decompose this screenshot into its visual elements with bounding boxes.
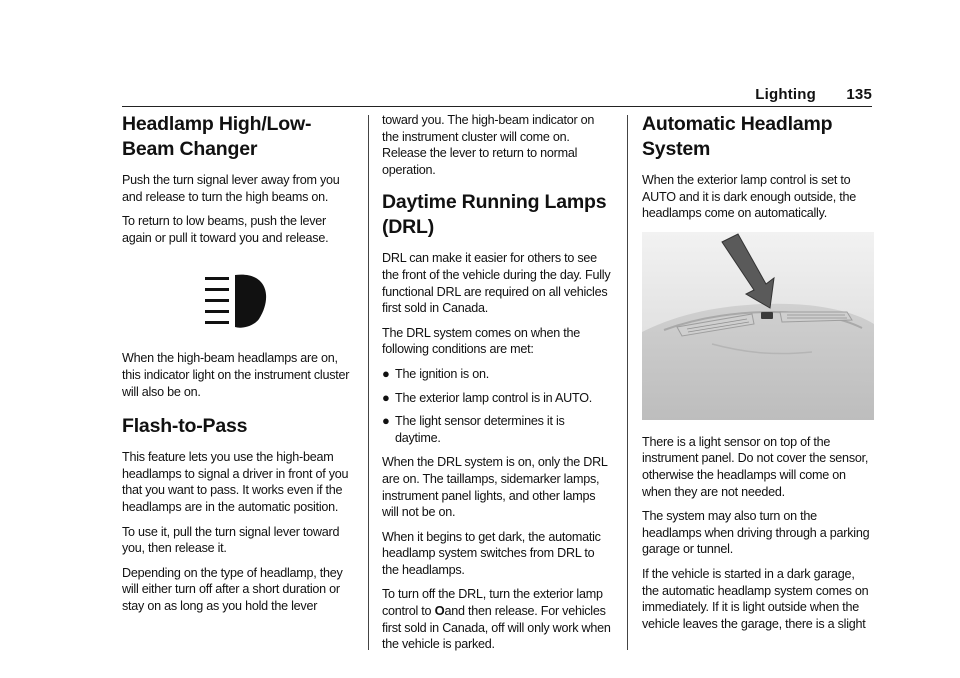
paragraph: To use it, pull the turn signal lever toward you, then release it.: [122, 524, 340, 556]
list-item: ● The light sensor determines it is daytime.: [382, 413, 565, 445]
paragraph: When the exterior lamp control is set to AUTO and it is dark enough outside, the headlamps come on automatically.: [642, 173, 857, 221]
column-3: [642, 112, 874, 640]
power-off-symbol: O: [434, 603, 445, 619]
paragraph: The system may also turn on the headlamps when driving through a parking garage or tunnel.: [642, 509, 870, 557]
paragraph: If the vehicle is started in a dark garage, the automatic headlamp system comes on immediately. If it is light outside when the vehicle leaves the garage, there is a slight: [642, 566, 869, 631]
paragraph: DRL can make it easier for others to see the front of the vehicle during the day. Fully functional DRL are required on all vehicles first sold in Canada.: [382, 251, 611, 316]
column-divider: [627, 115, 628, 650]
paragraph: To turn off the DRL, turn the exterior lamp control to Oand then release. For vehicles first sold in Canada, off will only work when the vehicle is parked.: [382, 587, 611, 652]
bullet-icon: ●: [382, 365, 390, 381]
running-header: [755, 86, 872, 103]
heading-flash-to-pass: Flash-to-Pass: [122, 415, 248, 438]
heading-drl: Daytime Running Lamps (DRL): [382, 191, 607, 239]
header-rule: [122, 106, 872, 107]
column-2: [382, 112, 612, 661]
paragraph: Depending on the type of headlamp, they will either turn off after a short duration or stay on as long as you hold the lever: [122, 565, 343, 613]
paragraph: When it begins to get dark, the automatic headlamp system switches from DRL to the headlamps.: [382, 529, 601, 577]
paragraph: There is a light sensor on top of the instrument panel. Do not cover the sensor, otherwise the headlamps will come on when they are not needed.: [642, 434, 869, 499]
column-divider: [368, 115, 369, 650]
conditions-list: [382, 366, 612, 446]
page-number: 135: [846, 86, 872, 103]
paragraph: toward you. The high-beam indicator on the instrument cluster will come on. Release the lever to return to normal operation.: [382, 113, 595, 177]
bullet-icon: ●: [382, 413, 390, 429]
paragraph: Push the turn signal lever away from you and release to turn the high beams on.: [122, 173, 340, 204]
paragraph: To return to low beams, push the lever again or pull it toward you and release.: [122, 214, 329, 245]
paragraph: This feature lets you use the high-beam headlamps to signal a driver in front of you that you want to pass. It works even if the headlamps are in the automatic position.: [122, 450, 349, 514]
heading-automatic-headlamp: Automatic Headlamp System: [642, 113, 833, 160]
column-1: [122, 112, 352, 623]
list-item: ● The ignition is on.: [382, 365, 489, 381]
heading-high-low-beam: Headlamp High/Low-Beam Changer: [122, 113, 312, 160]
paragraph: When the DRL system is on, only the DRL are on. The taillamps, sidemarker lamps, instrument panel lights, and other lamps will not be on.: [382, 455, 608, 520]
high-beam-indicator-icon: [122, 254, 352, 342]
light-sensor-photo: [642, 232, 874, 420]
bullet-icon: ●: [382, 389, 390, 405]
paragraph: The DRL system comes on when the following conditions are met:: [382, 325, 581, 357]
list-item: ● The exterior lamp control is in AUTO.: [382, 389, 592, 405]
paragraph: When the high-beam headlamps are on, this indicator light on the instrument cluster will also be on.: [122, 351, 350, 399]
section-title: Lighting: [755, 86, 816, 103]
